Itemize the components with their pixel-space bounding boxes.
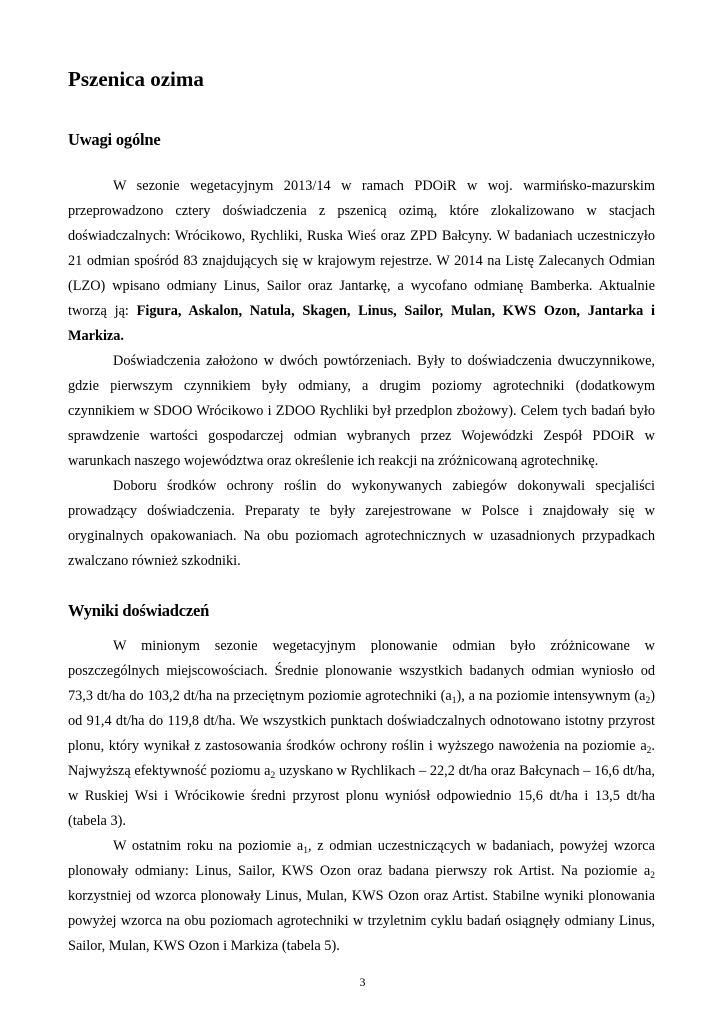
paragraph: Doświadczenia założono w dwóch powtórzeniach. Były to doświadczenia dwuczynnikowe, gdzie pierwszym czynnikiem były odmiany, a drugim poziomy agrotechniki (dodatkowym czynnikiem w SDOO Wrócikowo i ZDOO Rychliki był przedplon zbożowy). Celem tych badań było sprawdzenie wartości gospodarczej odmian wybranych przez Wojewódzki Zespół PDOiR w warunkach naszego województwa oraz określenie ich reakcji na zróżnicowaną agrotechnikę. <box>68 353 655 469</box>
section-general-body <box>68 174 655 574</box>
paragraph-text: W minionym sezonie wegetacyjnym plonowanie odmian było zróżnicowane w poszczególnych miejscowościach. Średnie plonowanie wszystkich badanych odmian wyniosło od 73,3 dt/ha do 103,2 dt/ha na przeciętnym poziomie agrotechniki (a <box>68 638 655 704</box>
section-results-body <box>68 634 655 959</box>
paragraph-text: , z odmian uczestniczących w badaniach, powyżej wzorca plonowały odmiany: Linus, Sailor, KWS Ozon oraz badana pierwszy rok Artist. Na poziomie a <box>68 838 655 879</box>
paragraph-text: ), a na poziomie intensywnym (a <box>456 688 646 704</box>
paragraph-text: W sezonie wegetacyjnym 2013/14 w ramach PDOiR w woj. warmińsko-mazurskim przeprowadzono cztery doświadczenia z pszenicą ozimą, które zlokalizowano w stacjach doświadczalnych: Wrócikowo, Rychliki, Ruska Wieś oraz ZPD Bałcyny. W badaniach uczestniczyło 21 odmian spośród 83 znajdujących się w krajowym rejestrze. W 2014 na Listę Zalecanych Odmian (LZO) wpisano odmiany Linus, Sailor oraz Jantarkę, a wycofano odmianę Bamberka. Aktualnie tworzą ją: <box>68 178 655 319</box>
section-heading-general: Uwagi ogólne <box>68 130 161 149</box>
subscript: 2 <box>270 771 276 781</box>
subscript: 2 <box>650 871 655 881</box>
paragraph <box>68 174 655 349</box>
paragraph-text: uzyskano w Rychlikach – 22,2 dt/ha oraz Bałcynach – 16,6 dt/ha, w Ruskiej Wsi i Wrócikowie średni przyrost plonu wyniósł odpowiednio 15,6 dt/ha i 13,5 dt/ha (tabela 3). <box>68 763 655 829</box>
section-heading-results: Wyniki doświadczeń <box>68 601 210 620</box>
page-title: Pszenica ozima <box>68 67 204 91</box>
page-number: 3 <box>359 975 366 989</box>
paragraph-text: W ostatnim roku na poziomie a <box>113 838 304 854</box>
subscript: 2 <box>645 696 651 706</box>
subscript: 1 <box>303 846 308 856</box>
subscript: 2 <box>646 746 652 756</box>
paragraph: Doboru środków ochrony roślin do wykonywanych zabiegów dokonywali specjaliści prowadzący doświadczenia. Preparaty te były zarejestrowane w Polsce i znajdowały się w oryginalnych opakowaniach. Na obu poziomach agrotechnicznych w uzasadnionych przypadkach zwalczano również szkodniki. <box>68 478 655 569</box>
subscript: 1 <box>451 696 457 706</box>
paragraph <box>68 834 655 959</box>
paragraph <box>68 634 655 834</box>
paragraph-text: ) od 91,4 dt/ha do 119,8 dt/ha. We wszystkich punktach doświadczalnych odnotowano istotny przyrost plonu, który wynikał z zastosowania środków ochrony roślin i wyższego nawożenia na poziomie a <box>68 688 655 754</box>
recommended-varieties-list: Figura, Askalon, Natula, Skagen, Linus, Sailor, Mulan, KWS Ozon, Jantarka i Markiza. <box>68 303 655 344</box>
paragraph-text: korzystniej od wzorca plonowały Linus, Mulan, KWS Ozon oraz Artist. Stabilne wyniki plonowania powyżej wzorca na obu poziomach agrotechniki w trzyletnim cyklu badań osiągnęły odmiany Linus, Sailor, Mulan, KWS Ozon i Markiza (tabela 5). <box>68 888 655 954</box>
paragraph-text: . Najwyższą efektywność poziomu a <box>68 738 655 779</box>
